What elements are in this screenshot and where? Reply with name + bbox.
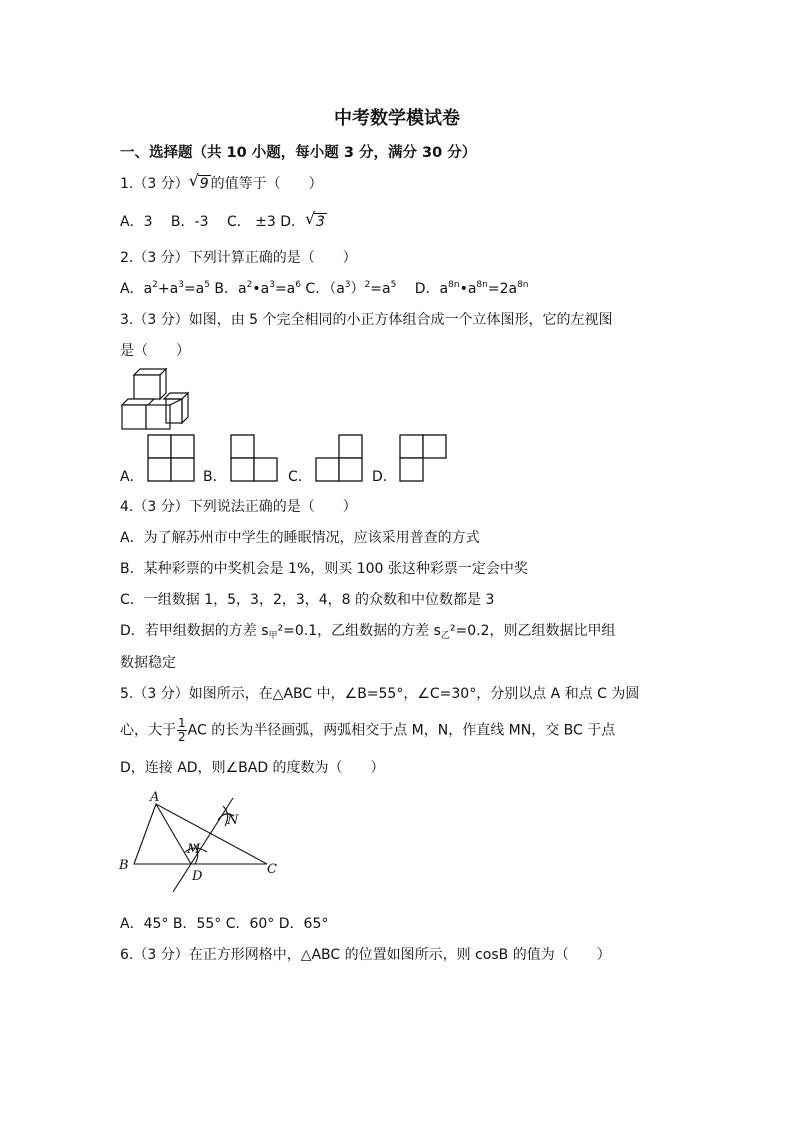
sqrt-3: √ 3 (305, 209, 325, 230)
q3-option-c-label: C． (288, 469, 312, 485)
question-4-stem: 4.（3 分）下列说法正确的是（ ） (120, 499, 357, 515)
question-5-options: A．45° B．55° C．60° D．65° (120, 916, 329, 932)
label-m: M (187, 842, 201, 857)
cube-solid-figure (120, 369, 190, 429)
question-4-option-d-cont: 数据稳定 (120, 655, 176, 671)
question-3-line2: 是（ ） (120, 343, 190, 359)
q3-option-b-label: B． (203, 469, 227, 485)
label-c: C (267, 862, 277, 877)
q3-option-c-figure (315, 434, 363, 482)
question-4-option-a: A．为了解苏州市中学生的睡眠情况，应该采用普查的方式 (120, 530, 480, 546)
q3-option-b-figure (230, 434, 278, 482)
label-d: D (192, 869, 203, 884)
q3-option-a-label: A． (120, 469, 144, 485)
question-1-options: A．3 B．-3 C． ±3 D． √ 3 (120, 209, 325, 230)
sqrt-9: √ 9 (188, 171, 209, 192)
question-4-option-d: D．若甲组数据的方差 $s_甲^2=0.1$，乙组数据的方差 $s_乙^2=0.2$，则乙组数据比甲组 (120, 623, 616, 641)
question-5-line3: D，连接 AD，则∠BAD 的度数为（ ） (120, 760, 385, 776)
triangle-abc-figure (115, 788, 285, 898)
question-6-stem: 6.（3 分）在正方形网格中，△ABC 的位置如图所示，则 cosB 的值为（ ） (120, 947, 611, 963)
question-2-options: A．$a^2+a^3=a^5$ B．$a^2•a^3=a^6$ C．$(a^3)^2=a^5$ D．$a^{8n}•a^{8n}=2a^{8n}$ (120, 280, 529, 297)
question-5-line2: 心，大于 $\frac{1}{2}$ AC 的长为半径画弧，两弧相交于点 M，N，作直线 MN，交 BC 于点 (120, 716, 616, 744)
page-title: 中考数学模试卷 (334, 108, 460, 129)
section-heading: 一、选择题（共 10 小题，每小题 3 分，满分 30 分） (120, 145, 477, 161)
q3-option-d-figure (399, 434, 447, 482)
question-4-option-b: B．某种彩票的中奖机会是 1%，则买 100 张这种彩票一定会中奖 (120, 561, 528, 577)
question-3-line1: 3.（3 分）如图，由 5 个完全相同的小正方体组合成一个立体图形，它的左视图 (120, 312, 613, 328)
q3-option-d-label: D． (372, 469, 397, 485)
label-b: B (119, 858, 129, 873)
question-1 (120, 171, 323, 194)
question-4-option-c: C．一组数据 1，5，3，2，3，4，8 的众数和中位数都是 3 (120, 592, 495, 608)
fraction-one-half: $\frac{1}{2}$ (178, 716, 186, 744)
label-a: A (150, 790, 160, 805)
q1-suffix: 的值等于（ ） (210, 176, 323, 192)
label-n: N (227, 813, 239, 828)
question-2-stem: 2.（3 分）下列计算正确的是（ ） (120, 250, 357, 266)
question-5-line1: 5.（3 分）如图所示，在△ABC 中，∠B=55°，∠C=30°，分别以点 A 和点 C 为圆 (120, 686, 640, 702)
q1-prefix: 1.（3 分） (120, 176, 189, 192)
q3-option-a-figure (147, 434, 195, 482)
